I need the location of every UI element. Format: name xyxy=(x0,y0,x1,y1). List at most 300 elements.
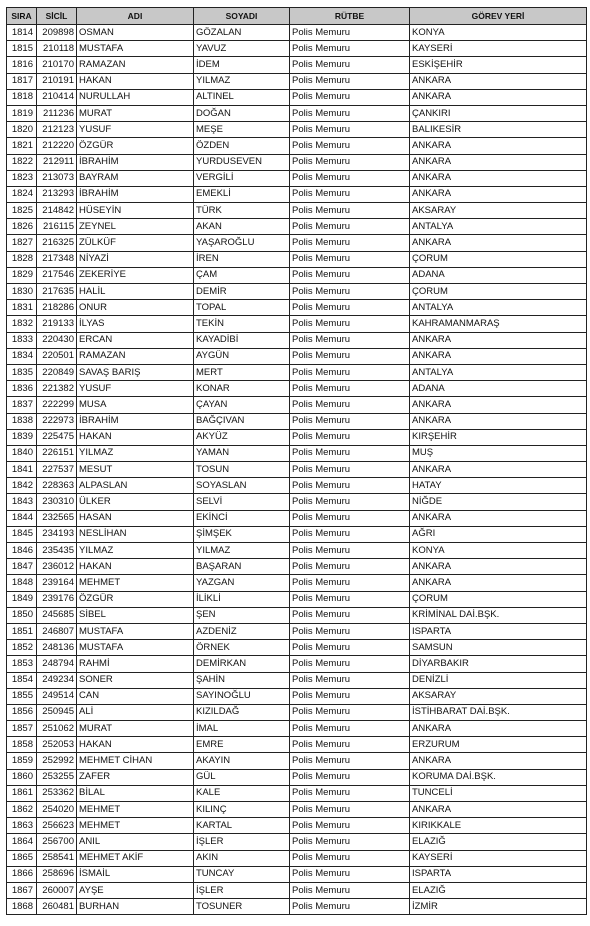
cell-adi: SİBEL xyxy=(77,607,194,623)
cell-rutbe: Polis Memuru xyxy=(290,834,410,850)
cell-rutbe: Polis Memuru xyxy=(290,300,410,316)
table-header-row xyxy=(7,8,587,25)
cell-sicil: 253255 xyxy=(37,769,77,785)
cell-rutbe: Polis Memuru xyxy=(290,219,410,235)
cell-sicil: 216325 xyxy=(37,235,77,251)
cell-sicil: 245685 xyxy=(37,607,77,623)
cell-adi: CAN xyxy=(77,688,194,704)
cell-gorev-yeri: ANKARA xyxy=(410,397,587,413)
cell-rutbe: Polis Memuru xyxy=(290,721,410,737)
cell-gorev-yeri: ERZURUM xyxy=(410,737,587,753)
cell-sicil: 230310 xyxy=(37,494,77,510)
cell-soyadi: DOĞAN xyxy=(194,105,290,121)
table-row xyxy=(7,526,587,542)
cell-soyadi: AYGÜN xyxy=(194,348,290,364)
cell-rutbe: Polis Memuru xyxy=(290,381,410,397)
header-gorev-yeri: GÖREV YERİ xyxy=(410,8,587,25)
cell-rutbe: Polis Memuru xyxy=(290,138,410,154)
cell-sira: 1831 xyxy=(7,300,37,316)
cell-sira: 1843 xyxy=(7,494,37,510)
cell-rutbe: Polis Memuru xyxy=(290,737,410,753)
cell-sicil: 252053 xyxy=(37,737,77,753)
cell-sira: 1845 xyxy=(7,526,37,542)
cell-gorev-yeri: ANTALYA xyxy=(410,300,587,316)
cell-sira: 1860 xyxy=(7,769,37,785)
cell-gorev-yeri: AKSARAY xyxy=(410,203,587,219)
table-row xyxy=(7,607,587,623)
header-soyadi: SOYADI xyxy=(194,8,290,25)
table-row xyxy=(7,850,587,866)
cell-sicil: 220849 xyxy=(37,364,77,380)
cell-sira: 1849 xyxy=(7,591,37,607)
cell-adi: İLYAS xyxy=(77,316,194,332)
cell-rutbe: Polis Memuru xyxy=(290,462,410,478)
cell-sicil: 211236 xyxy=(37,105,77,121)
cell-adi: MUSA xyxy=(77,397,194,413)
cell-soyadi: TUNCAY xyxy=(194,866,290,882)
cell-rutbe: Polis Memuru xyxy=(290,640,410,656)
cell-rutbe: Polis Memuru xyxy=(290,413,410,429)
cell-soyadi: DEMİRKAN xyxy=(194,656,290,672)
table-row xyxy=(7,753,587,769)
cell-sicil: 221382 xyxy=(37,381,77,397)
cell-sira: 1820 xyxy=(7,122,37,138)
cell-sira: 1844 xyxy=(7,510,37,526)
cell-soyadi: YURDUSEVEN xyxy=(194,154,290,170)
table-row xyxy=(7,138,587,154)
cell-sira: 1837 xyxy=(7,397,37,413)
cell-sicil: 250945 xyxy=(37,704,77,720)
cell-gorev-yeri: KORUMA DAİ.BŞK. xyxy=(410,769,587,785)
cell-rutbe: Polis Memuru xyxy=(290,575,410,591)
cell-sira: 1863 xyxy=(7,818,37,834)
cell-sira: 1821 xyxy=(7,138,37,154)
cell-gorev-yeri: ÇORUM xyxy=(410,591,587,607)
table-row xyxy=(7,89,587,105)
table-row xyxy=(7,510,587,526)
table-row xyxy=(7,769,587,785)
cell-soyadi: KAYADİBİ xyxy=(194,332,290,348)
cell-sira: 1842 xyxy=(7,478,37,494)
cell-sira: 1829 xyxy=(7,267,37,283)
cell-soyadi: TOSUN xyxy=(194,462,290,478)
cell-gorev-yeri: ANTALYA xyxy=(410,364,587,380)
cell-rutbe: Polis Memuru xyxy=(290,704,410,720)
cell-gorev-yeri: ANKARA xyxy=(410,802,587,818)
cell-gorev-yeri: ANKARA xyxy=(410,721,587,737)
cell-gorev-yeri: ANKARA xyxy=(410,462,587,478)
cell-rutbe: Polis Memuru xyxy=(290,284,410,300)
cell-sira: 1855 xyxy=(7,688,37,704)
cell-soyadi: EMEKLİ xyxy=(194,186,290,202)
table-row xyxy=(7,704,587,720)
cell-adi: İBRAHİM xyxy=(77,413,194,429)
table-row xyxy=(7,122,587,138)
cell-rutbe: Polis Memuru xyxy=(290,445,410,461)
cell-soyadi: GÖZALAN xyxy=(194,25,290,41)
cell-sira: 1857 xyxy=(7,721,37,737)
cell-adi: İBRAHİM xyxy=(77,186,194,202)
cell-gorev-yeri: ANKARA xyxy=(410,186,587,202)
table-row xyxy=(7,73,587,89)
cell-adi: ZEYNEL xyxy=(77,219,194,235)
cell-gorev-yeri: ADANA xyxy=(410,381,587,397)
table-row xyxy=(7,219,587,235)
cell-sira: 1826 xyxy=(7,219,37,235)
cell-soyadi: YAMAN xyxy=(194,445,290,461)
cell-sicil: 228363 xyxy=(37,478,77,494)
cell-adi: MEHMET xyxy=(77,575,194,591)
cell-adi: İBRAHİM xyxy=(77,154,194,170)
cell-sira: 1840 xyxy=(7,445,37,461)
cell-sicil: 217546 xyxy=(37,267,77,283)
cell-soyadi: EMRE xyxy=(194,737,290,753)
cell-soyadi: TOPAL xyxy=(194,300,290,316)
cell-sicil: 212911 xyxy=(37,154,77,170)
cell-rutbe: Polis Memuru xyxy=(290,267,410,283)
cell-gorev-yeri: KAYSERİ xyxy=(410,850,587,866)
cell-soyadi: SELVİ xyxy=(194,494,290,510)
cell-gorev-yeri: ANKARA xyxy=(410,73,587,89)
cell-sicil: 227537 xyxy=(37,462,77,478)
cell-soyadi: İDEM xyxy=(194,57,290,73)
cell-gorev-yeri: ANKARA xyxy=(410,332,587,348)
cell-adi: SONER xyxy=(77,672,194,688)
cell-soyadi: İLİKLİ xyxy=(194,591,290,607)
cell-sicil: 234193 xyxy=(37,526,77,542)
table-row xyxy=(7,882,587,898)
cell-adi: OSMAN xyxy=(77,25,194,41)
cell-sira: 1833 xyxy=(7,332,37,348)
cell-gorev-yeri: ANTALYA xyxy=(410,219,587,235)
cell-sicil: 249514 xyxy=(37,688,77,704)
cell-adi: ALİ xyxy=(77,704,194,720)
cell-gorev-yeri: ISPARTA xyxy=(410,866,587,882)
cell-rutbe: Polis Memuru xyxy=(290,785,410,801)
cell-sira: 1832 xyxy=(7,316,37,332)
cell-soyadi: AKIN xyxy=(194,850,290,866)
cell-sira: 1867 xyxy=(7,882,37,898)
cell-rutbe: Polis Memuru xyxy=(290,478,410,494)
table-row xyxy=(7,41,587,57)
cell-rutbe: Polis Memuru xyxy=(290,25,410,41)
cell-adi: HAKAN xyxy=(77,737,194,753)
cell-sira: 1822 xyxy=(7,154,37,170)
cell-sicil: 260481 xyxy=(37,899,77,915)
cell-sira: 1835 xyxy=(7,364,37,380)
header-adi: ADI xyxy=(77,8,194,25)
cell-rutbe: Polis Memuru xyxy=(290,186,410,202)
cell-gorev-yeri: HATAY xyxy=(410,478,587,494)
table-row xyxy=(7,348,587,364)
cell-sicil: 248136 xyxy=(37,640,77,656)
cell-sicil: 225475 xyxy=(37,429,77,445)
cell-adi: ÜLKER xyxy=(77,494,194,510)
cell-adi: AYŞE xyxy=(77,882,194,898)
table-row xyxy=(7,381,587,397)
cell-adi: RAHMİ xyxy=(77,656,194,672)
cell-adi: HAKAN xyxy=(77,559,194,575)
cell-soyadi: ALTINEL xyxy=(194,89,290,105)
cell-rutbe: Polis Memuru xyxy=(290,429,410,445)
cell-sicil: 213073 xyxy=(37,170,77,186)
cell-sira: 1847 xyxy=(7,559,37,575)
table-row xyxy=(7,623,587,639)
cell-adi: NİYAZİ xyxy=(77,251,194,267)
table-row xyxy=(7,802,587,818)
cell-rutbe: Polis Memuru xyxy=(290,526,410,542)
cell-soyadi: KONAR xyxy=(194,381,290,397)
cell-sicil: 252992 xyxy=(37,753,77,769)
table-row xyxy=(7,413,587,429)
cell-rutbe: Polis Memuru xyxy=(290,591,410,607)
cell-adi: MEHMET xyxy=(77,818,194,834)
table-row xyxy=(7,494,587,510)
cell-sicil: 253362 xyxy=(37,785,77,801)
cell-soyadi: MEŞE xyxy=(194,122,290,138)
cell-rutbe: Polis Memuru xyxy=(290,850,410,866)
cell-sira: 1848 xyxy=(7,575,37,591)
cell-adi: MURAT xyxy=(77,105,194,121)
cell-sicil: 218286 xyxy=(37,300,77,316)
cell-rutbe: Polis Memuru xyxy=(290,882,410,898)
cell-gorev-yeri: KONYA xyxy=(410,25,587,41)
cell-soyadi: BAŞARAN xyxy=(194,559,290,575)
cell-gorev-yeri: ANKARA xyxy=(410,89,587,105)
cell-adi: MUSTAFA xyxy=(77,623,194,639)
cell-sira: 1846 xyxy=(7,543,37,559)
cell-sira: 1834 xyxy=(7,348,37,364)
cell-rutbe: Polis Memuru xyxy=(290,607,410,623)
cell-soyadi: ŞEN xyxy=(194,607,290,623)
cell-gorev-yeri: ANKARA xyxy=(410,348,587,364)
table-row xyxy=(7,672,587,688)
cell-gorev-yeri: İZMİR xyxy=(410,899,587,915)
cell-sicil: 235435 xyxy=(37,543,77,559)
cell-adi: MUSTAFA xyxy=(77,41,194,57)
cell-sicil: 220430 xyxy=(37,332,77,348)
cell-soyadi: İMAL xyxy=(194,721,290,737)
cell-sira: 1824 xyxy=(7,186,37,202)
table-row xyxy=(7,203,587,219)
cell-rutbe: Polis Memuru xyxy=(290,154,410,170)
cell-soyadi: AKAN xyxy=(194,219,290,235)
table-row xyxy=(7,688,587,704)
cell-soyadi: ŞİMŞEK xyxy=(194,526,290,542)
cell-soyadi: YAŞAROĞLU xyxy=(194,235,290,251)
cell-rutbe: Polis Memuru xyxy=(290,559,410,575)
table-body xyxy=(7,25,587,915)
cell-sicil: 217635 xyxy=(37,284,77,300)
cell-adi: RAMAZAN xyxy=(77,57,194,73)
cell-sira: 1864 xyxy=(7,834,37,850)
cell-sira: 1858 xyxy=(7,737,37,753)
cell-adi: ÖZGÜR xyxy=(77,591,194,607)
cell-sira: 1827 xyxy=(7,235,37,251)
table-row xyxy=(7,429,587,445)
cell-gorev-yeri: ÇANKIRI xyxy=(410,105,587,121)
cell-gorev-yeri: DİYARBAKIR xyxy=(410,656,587,672)
cell-adi: ALPASLAN xyxy=(77,478,194,494)
cell-sira: 1859 xyxy=(7,753,37,769)
cell-rutbe: Polis Memuru xyxy=(290,170,410,186)
cell-sicil: 239164 xyxy=(37,575,77,591)
table-row xyxy=(7,154,587,170)
table-row xyxy=(7,834,587,850)
cell-adi: ONUR xyxy=(77,300,194,316)
cell-gorev-yeri: ANKARA xyxy=(410,235,587,251)
header-sira: SIRA xyxy=(7,8,37,25)
cell-gorev-yeri: ANKARA xyxy=(410,753,587,769)
cell-gorev-yeri: SAMSUN xyxy=(410,640,587,656)
cell-rutbe: Polis Memuru xyxy=(290,397,410,413)
cell-sira: 1839 xyxy=(7,429,37,445)
cell-sicil: 222299 xyxy=(37,397,77,413)
cell-gorev-yeri: KRİMİNAL DAİ.BŞK. xyxy=(410,607,587,623)
cell-adi: MEHMET xyxy=(77,802,194,818)
cell-gorev-yeri: KIRIKKALE xyxy=(410,818,587,834)
cell-sira: 1856 xyxy=(7,704,37,720)
cell-sicil: 217348 xyxy=(37,251,77,267)
cell-sicil: 210118 xyxy=(37,41,77,57)
cell-gorev-yeri: ADANA xyxy=(410,267,587,283)
cell-sira: 1819 xyxy=(7,105,37,121)
cell-adi: HALİL xyxy=(77,284,194,300)
cell-gorev-yeri: TUNCELİ xyxy=(410,785,587,801)
cell-sira: 1862 xyxy=(7,802,37,818)
cell-rutbe: Polis Memuru xyxy=(290,332,410,348)
cell-sicil: 209898 xyxy=(37,25,77,41)
cell-gorev-yeri: BALIKESİR xyxy=(410,122,587,138)
cell-adi: YILMAZ xyxy=(77,445,194,461)
cell-gorev-yeri: DENİZLİ xyxy=(410,672,587,688)
cell-adi: HAKAN xyxy=(77,73,194,89)
cell-sicil: 256700 xyxy=(37,834,77,850)
cell-adi: NURULLAH xyxy=(77,89,194,105)
cell-adi: ZÜLKÜF xyxy=(77,235,194,251)
cell-gorev-yeri: KONYA xyxy=(410,543,587,559)
cell-rutbe: Polis Memuru xyxy=(290,235,410,251)
cell-adi: MUSTAFA xyxy=(77,640,194,656)
cell-sira: 1825 xyxy=(7,203,37,219)
cell-gorev-yeri: ISPARTA xyxy=(410,623,587,639)
table-row xyxy=(7,899,587,915)
table-row xyxy=(7,559,587,575)
cell-rutbe: Polis Memuru xyxy=(290,769,410,785)
cell-adi: YUSUF xyxy=(77,122,194,138)
cell-soyadi: DEMİR xyxy=(194,284,290,300)
cell-sicil: 239176 xyxy=(37,591,77,607)
cell-sira: 1838 xyxy=(7,413,37,429)
cell-soyadi: AKAYIN xyxy=(194,753,290,769)
cell-soyadi: MERT xyxy=(194,364,290,380)
cell-adi: İSMAİL xyxy=(77,866,194,882)
cell-rutbe: Polis Memuru xyxy=(290,203,410,219)
cell-gorev-yeri: İSTİHBARAT DAİ.BŞK. xyxy=(410,704,587,720)
cell-sira: 1817 xyxy=(7,73,37,89)
table-row xyxy=(7,300,587,316)
cell-soyadi: TOSUNER xyxy=(194,899,290,915)
cell-rutbe: Polis Memuru xyxy=(290,656,410,672)
table-row xyxy=(7,25,587,41)
cell-gorev-yeri: NİĞDE xyxy=(410,494,587,510)
cell-adi: ÖZGÜR xyxy=(77,138,194,154)
cell-sicil: 248794 xyxy=(37,656,77,672)
cell-sira: 1818 xyxy=(7,89,37,105)
cell-gorev-yeri: ANKARA xyxy=(410,170,587,186)
table-row xyxy=(7,364,587,380)
cell-rutbe: Polis Memuru xyxy=(290,623,410,639)
cell-gorev-yeri: KAHRAMANMARAŞ xyxy=(410,316,587,332)
cell-adi: MEHMET CİHAN xyxy=(77,753,194,769)
table-row xyxy=(7,478,587,494)
table-row xyxy=(7,656,587,672)
table-row xyxy=(7,640,587,656)
cell-gorev-yeri: ESKİŞEHİR xyxy=(410,57,587,73)
cell-sicil: 210414 xyxy=(37,89,77,105)
cell-soyadi: İREN xyxy=(194,251,290,267)
cell-soyadi: VERGİLİ xyxy=(194,170,290,186)
cell-sicil: 210170 xyxy=(37,57,77,73)
cell-sicil: 246807 xyxy=(37,623,77,639)
cell-gorev-yeri: ÇORUM xyxy=(410,284,587,300)
cell-sicil: 226151 xyxy=(37,445,77,461)
table-row xyxy=(7,332,587,348)
cell-soyadi: ÇAM xyxy=(194,267,290,283)
cell-sira: 1814 xyxy=(7,25,37,41)
table-row xyxy=(7,543,587,559)
cell-adi: BURHAN xyxy=(77,899,194,915)
cell-soyadi: SOYASLAN xyxy=(194,478,290,494)
cell-soyadi: KILINÇ xyxy=(194,802,290,818)
cell-adi: MESUT xyxy=(77,462,194,478)
cell-rutbe: Polis Memuru xyxy=(290,543,410,559)
cell-sira: 1861 xyxy=(7,785,37,801)
cell-adi: HÜSEYİN xyxy=(77,203,194,219)
cell-rutbe: Polis Memuru xyxy=(290,672,410,688)
table-row xyxy=(7,397,587,413)
cell-rutbe: Polis Memuru xyxy=(290,688,410,704)
table-row xyxy=(7,284,587,300)
cell-adi: SAVAŞ BARIŞ xyxy=(77,364,194,380)
cell-sira: 1816 xyxy=(7,57,37,73)
table-row xyxy=(7,785,587,801)
cell-gorev-yeri: ANKARA xyxy=(410,154,587,170)
table-row xyxy=(7,316,587,332)
table-row xyxy=(7,818,587,834)
cell-soyadi: İŞLER xyxy=(194,834,290,850)
cell-sira: 1850 xyxy=(7,607,37,623)
cell-gorev-yeri: ELAZIĞ xyxy=(410,834,587,850)
table-row xyxy=(7,267,587,283)
cell-adi: NESLİHAN xyxy=(77,526,194,542)
cell-soyadi: ÇAYAN xyxy=(194,397,290,413)
cell-rutbe: Polis Memuru xyxy=(290,494,410,510)
cell-soyadi: ÖRNEK xyxy=(194,640,290,656)
cell-sira: 1852 xyxy=(7,640,37,656)
table-row xyxy=(7,462,587,478)
cell-gorev-yeri: KAYSERİ xyxy=(410,41,587,57)
cell-soyadi: YILMAZ xyxy=(194,73,290,89)
cell-rutbe: Polis Memuru xyxy=(290,105,410,121)
table-row xyxy=(7,866,587,882)
cell-adi: ERCAN xyxy=(77,332,194,348)
cell-sicil: 222973 xyxy=(37,413,77,429)
cell-sicil: 212123 xyxy=(37,122,77,138)
cell-soyadi: EKİNCİ xyxy=(194,510,290,526)
cell-rutbe: Polis Memuru xyxy=(290,57,410,73)
cell-sicil: 216115 xyxy=(37,219,77,235)
